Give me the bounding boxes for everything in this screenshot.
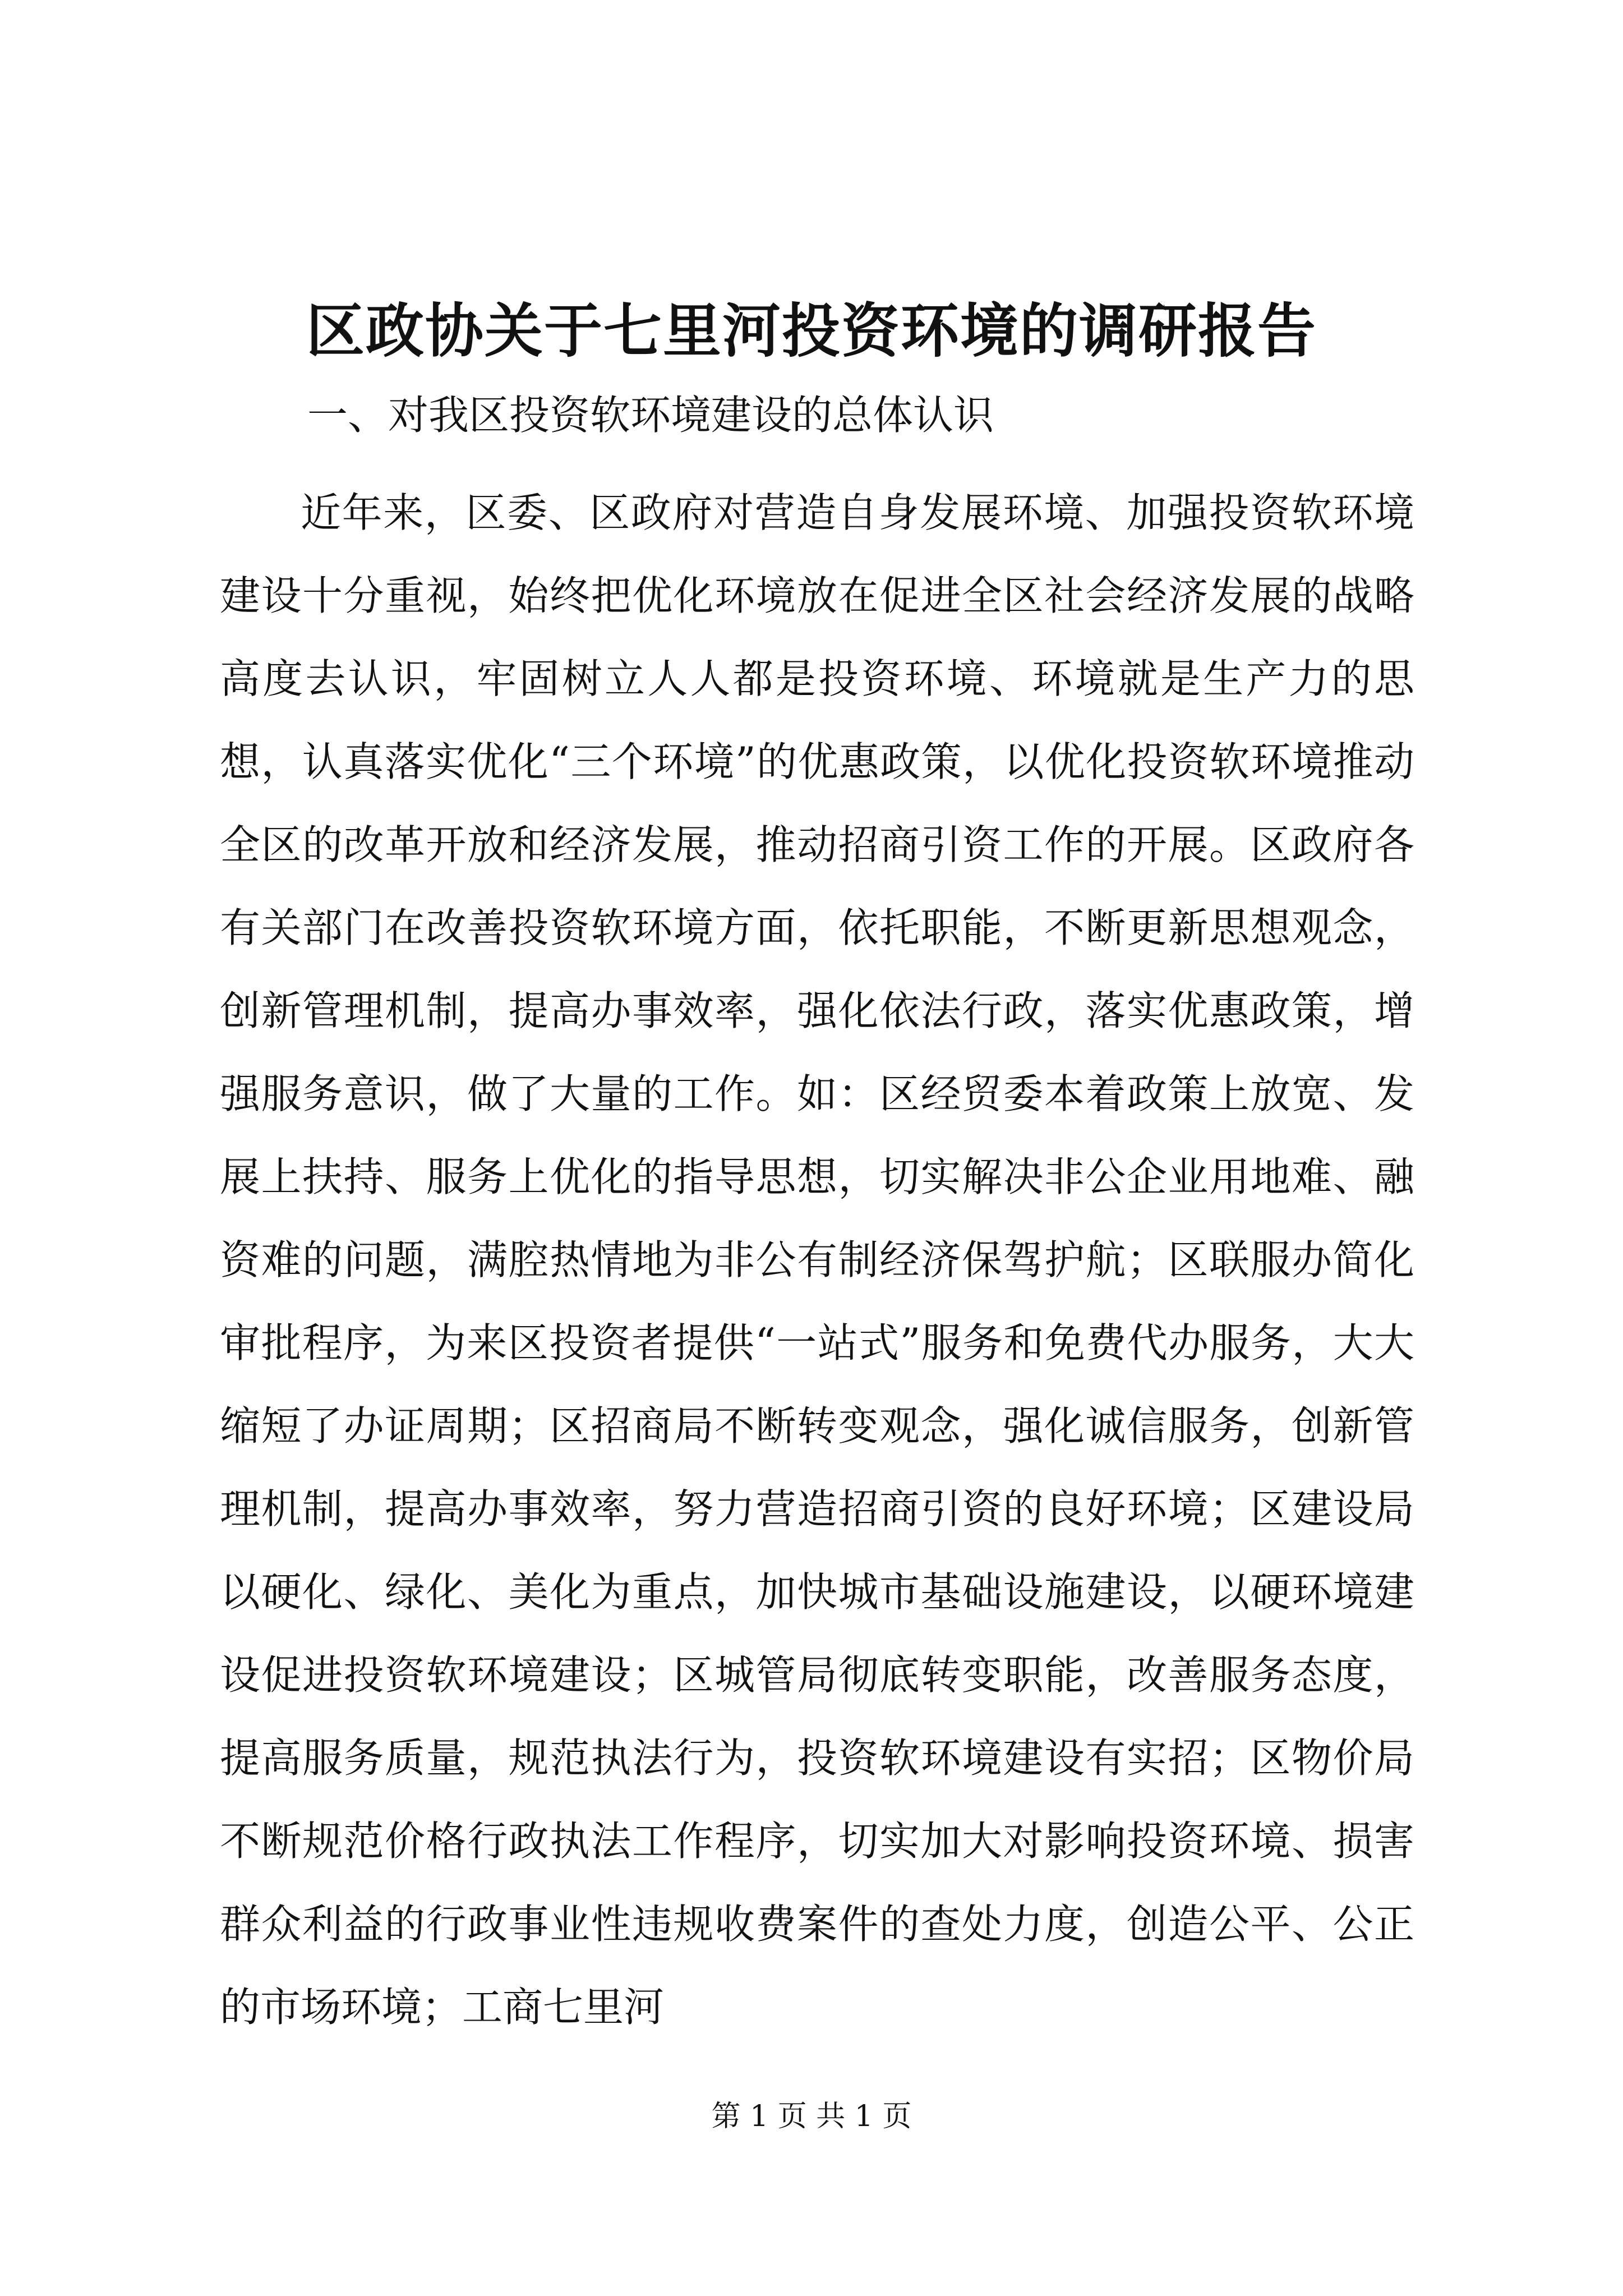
document-title: 区政协关于七里河投资环境的调研报告	[306, 296, 1317, 365]
body-text	[220, 471, 1414, 2049]
page-number-footer: 第 1 页 共 1 页	[711, 2100, 912, 2133]
paragraph: 近年来，区委、区政府对营造自身发展环境、加强投资软环境建设十分重视，始终把优化环境放在促进全区社会经济发展的战略高度去认识，牢固树立人人都是投资环境、环境就是生产力的思想，认真落实优化“三个环境”的优惠政策，以优化投资软环境推动全区的改革开放和经济发展，推动招商引资工作的开展。区政府各有关部门在改善投资软环境方面，依托职能，不断更新思想观念，创新管理机制，提高办事效率，强化依法行政，落实优惠政策，增强服务意识，做了大量的工作。如：区经贸委本着政策上放宽、发展上扶持、服务上优化的指导思想，切实解决非公企业用地难、融资难的问题，满腔热情地为非公有制经济保驾护航；区联服办简化审批程序，为来区投资者提供“一站式”服务和免费代办服务，大大缩短了办证周期；区招商局不断转变观念，强化诚信服务，创新管理机制，提高办事效率，努力营造招商引资的良好环境；区建设局以硬化、绿化、美化为重点，加快城市基础设施建设，以硬环境建设促进投资软环境建设；区城管局彻底转变职能，改善服务态度，提高服务质量，规范执法行为，投资软环境建设有实招；区物价局不断规范价格行政执法工作程序，切实加大对影响投资环境、损害群众利益的行政事业性违规收费案件的查处力度，创造公平、公正的市场环境；工商七里河	[220, 489, 1414, 2031]
section-heading: 一、对我区投资软环境建设的总体认识	[307, 392, 994, 439]
